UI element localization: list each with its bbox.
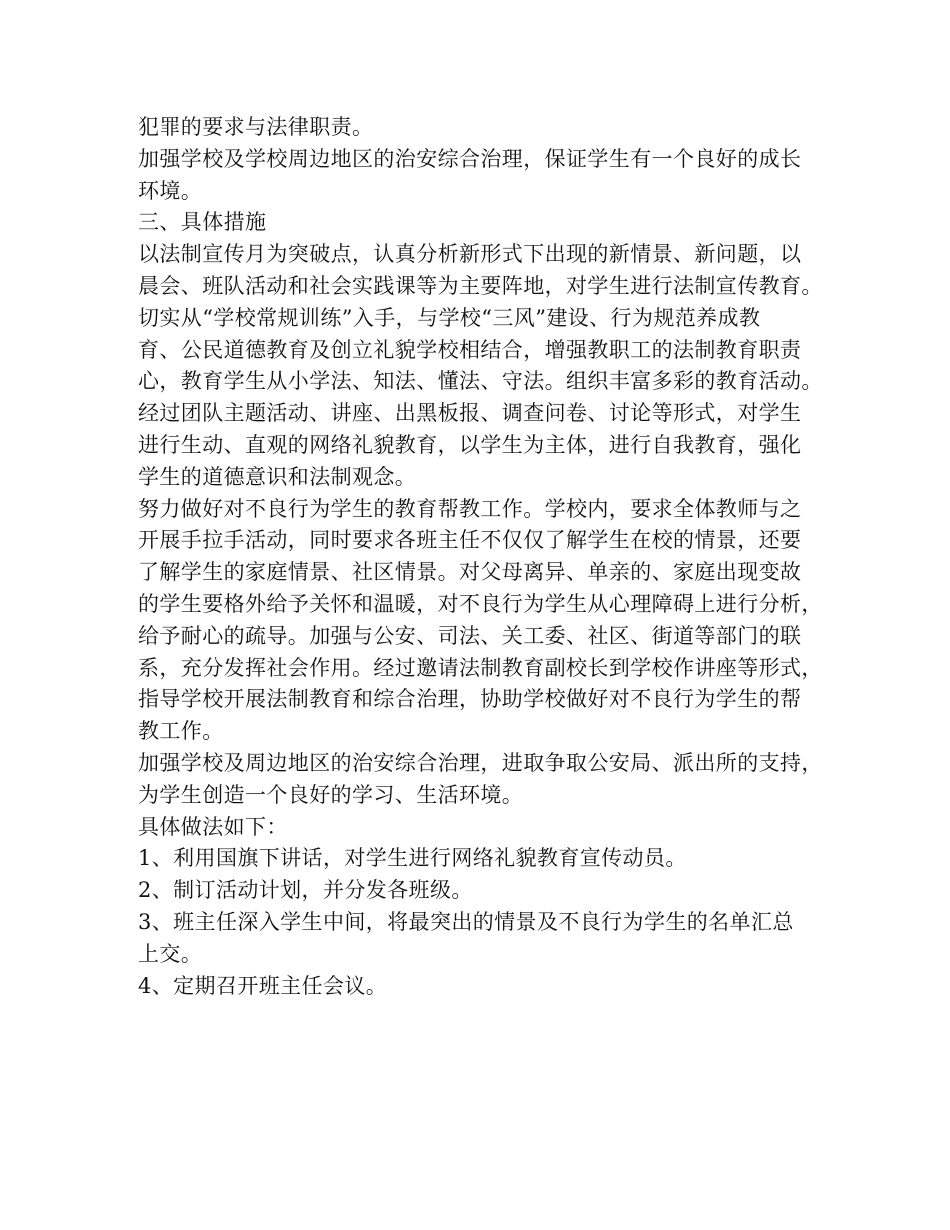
text-line: 开展手拉手活动，同时要求各班主任不仅仅了解学生在校的情景，还要 [138,528,802,553]
text-line: 系，充分发挥社会作用。经过邀请法制教育副校长到学校作讲座等形式， [138,655,823,680]
text-line: 环境。 [138,178,203,203]
list-item: 上交。 [138,941,203,966]
list-item: 2、制订活动计划，并分发各班级。 [138,878,473,903]
text-line: 切实从“学校常规训练”入手，与学校“三风”建设、行为规范养成教 [138,305,761,330]
text-line: 了解学生的家庭情景、社区情景。对父母离异、单亲的、家庭出现变故 [138,560,802,585]
text-line: 为学生创造一个良好的学习、生活环境。 [138,782,524,807]
text-line: 具体做法如下： [138,814,288,839]
text-line: 的学生要格外给予关怀和温暖，对不良行为学生从心理障碍上进行分析， [138,591,823,616]
text-line: 晨会、班队活动和社会实践课等为主要阵地，对学生进行法制宣传教育。 [138,273,823,298]
list-item: 3、班主任深入学生中间，将最突出的情景及不良行为学生的名单汇总 [138,909,794,934]
list-item: 4、定期召开班主任会议。 [138,973,388,998]
document-body [138,112,828,1002]
text-line: 经过团队主题活动、讲座、出黑板报、调查问卷、讨论等形式，对学生 [138,401,802,426]
text-line: 加强学校及学校周边地区的治安综合治理，保证学生有一个良好的成长 [138,146,802,171]
text-line: 给予耐心的疏导。加强与公安、司法、关工委、社区、街道等部门的联 [138,623,802,648]
text-line: 学生的道德意识和法制观念。 [138,464,417,489]
text-line: 指导学校开展法制教育和综合治理，协助学校做好对不良行为学生的帮 [138,687,802,712]
text-line: 加强学校及周边地区的治安综合治理，进取争取公安局、派出所的支持， [138,750,823,775]
text-line: 教工作。 [138,719,224,744]
text-line: 心，教育学生从小学法、知法、懂法、守法。组织丰富多彩的教育活动。 [138,369,823,394]
text-line: 努力做好对不良行为学生的教育帮教工作。学校内，要求全体教师与之 [138,496,802,521]
text-line: 进行生动、直观的网络礼貌教育，以学生为主体，进行自我教育，强化 [138,432,802,457]
list-item: 1、利用国旗下讲话，对学生进行网络礼貌教育宣传动员。 [138,846,687,871]
text-line: 犯罪的要求与法律职责。 [138,115,374,139]
text-line: 育、公民道德教育及创立礼貌学校相结合，增强教职工的法制教育职责 [138,337,802,362]
section-heading: 三、具体措施 [138,210,267,235]
text-line: 以法制宣传月为突破点，认真分析新形式下出现的新情景、新问题，以 [138,242,802,267]
